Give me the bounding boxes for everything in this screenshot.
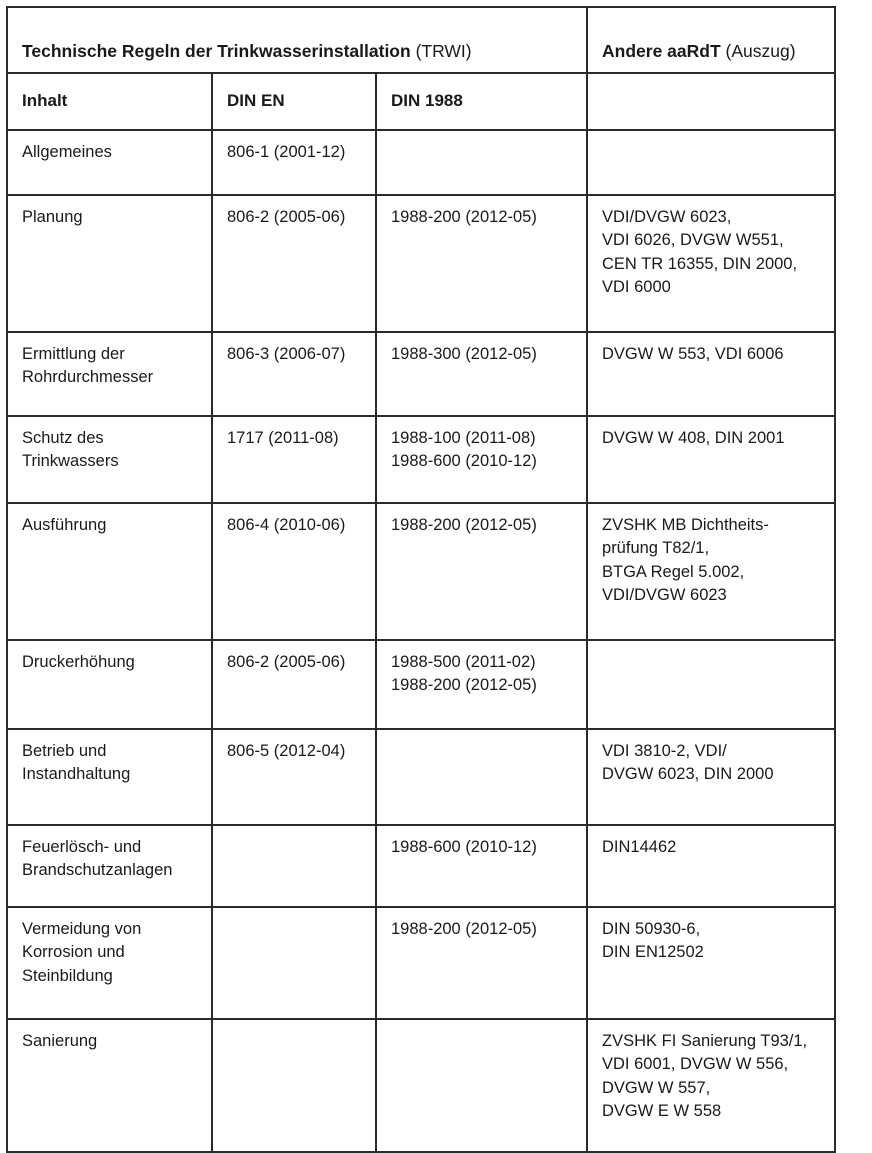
table-row (7, 130, 835, 195)
table-row (7, 332, 835, 416)
cell-din-1988 (376, 1019, 587, 1152)
cell-din-1988: 1988-100 (2011-08) 1988-600 (2010-12) (376, 416, 587, 503)
table-row (7, 640, 835, 729)
group-header-trwi-paren: (TRWI) (410, 41, 472, 61)
cell-andere (587, 130, 835, 195)
table-title-row (7, 7, 835, 73)
table-row (7, 195, 835, 332)
table-column-header-row (7, 73, 835, 130)
cell-inhalt: Feuerlösch- und Brandschutzanlagen (7, 825, 212, 907)
cell-din-1988 (376, 729, 587, 825)
table-row (7, 1019, 835, 1152)
cell-andere: ZVSHK FI Sanierung T93/1, VDI 6001, DVGW W 556, DVGW W 557, DVGW E W 558 (587, 1019, 835, 1152)
cell-din-en: 806-4 (2010-06) (212, 503, 376, 640)
cell-din-1988 (376, 130, 587, 195)
cell-din-en: 806-2 (2005-06) (212, 195, 376, 332)
table-body (7, 7, 835, 1152)
table-row (7, 416, 835, 503)
cell-din-en: 806-2 (2005-06) (212, 640, 376, 729)
cell-inhalt: Ermittlung der Rohrdurchmesser (7, 332, 212, 416)
cell-inhalt: Sanierung (7, 1019, 212, 1152)
column-header-andere-blank (587, 73, 835, 130)
table-row (7, 825, 835, 907)
cell-din-1988: 1988-600 (2010-12) (376, 825, 587, 907)
cell-din-en: 806-1 (2001-12) (212, 130, 376, 195)
group-header-andere-bold: Andere aaRdT (602, 41, 721, 61)
cell-inhalt: Betrieb und Instandhaltung (7, 729, 212, 825)
cell-din-1988: 1988-300 (2012-05) (376, 332, 587, 416)
cell-inhalt: Vermeidung von Korrosion und Steinbildung (7, 907, 212, 1019)
cell-din-en: 1717 (2011-08) (212, 416, 376, 503)
cell-inhalt: Allgemeines (7, 130, 212, 195)
cell-din-en: 806-3 (2006-07) (212, 332, 376, 416)
cell-inhalt: Ausführung (7, 503, 212, 640)
cell-din-1988: 1988-200 (2012-05) (376, 503, 587, 640)
trwi-standards-table (6, 6, 836, 1153)
cell-inhalt: Druckerhöhung (7, 640, 212, 729)
cell-andere: VDI/DVGW 6023, VDI 6026, DVGW W551, CEN TR 16355, DIN 2000, VDI 6000 (587, 195, 835, 332)
cell-din-1988: 1988-500 (2011-02) 1988-200 (2012-05) (376, 640, 587, 729)
cell-andere (587, 640, 835, 729)
group-header-andere (587, 7, 835, 73)
table-row (7, 503, 835, 640)
cell-din-1988: 1988-200 (2012-05) (376, 907, 587, 1019)
column-header-din-1988: DIN 1988 (376, 73, 587, 130)
cell-andere: VDI 3810-2, VDI/ DVGW 6023, DIN 2000 (587, 729, 835, 825)
cell-din-en (212, 1019, 376, 1152)
cell-inhalt: Schutz des Trinkwassers (7, 416, 212, 503)
group-header-andere-paren: (Auszug) (720, 41, 796, 61)
cell-din-en (212, 907, 376, 1019)
cell-andere: ZVSHK MB Dichtheits- prüfung T82/1, BTGA Regel 5.002, VDI/DVGW 6023 (587, 503, 835, 640)
column-header-din-en: DIN EN (212, 73, 376, 130)
cell-din-en: 806-5 (2012-04) (212, 729, 376, 825)
cell-andere: DIN14462 (587, 825, 835, 907)
table-row (7, 729, 835, 825)
cell-din-1988: 1988-200 (2012-05) (376, 195, 587, 332)
group-header-trwi (7, 7, 587, 73)
cell-inhalt: Planung (7, 195, 212, 332)
table-row (7, 907, 835, 1019)
column-header-inhalt: Inhalt (7, 73, 212, 130)
cell-andere: DIN 50930-6, DIN EN12502 (587, 907, 835, 1019)
cell-andere: DVGW W 553, VDI 6006 (587, 332, 835, 416)
cell-din-en (212, 825, 376, 907)
cell-andere: DVGW W 408, DIN 2001 (587, 416, 835, 503)
group-header-trwi-bold: Technische Regeln der Trinkwasserinstallation (22, 41, 411, 61)
